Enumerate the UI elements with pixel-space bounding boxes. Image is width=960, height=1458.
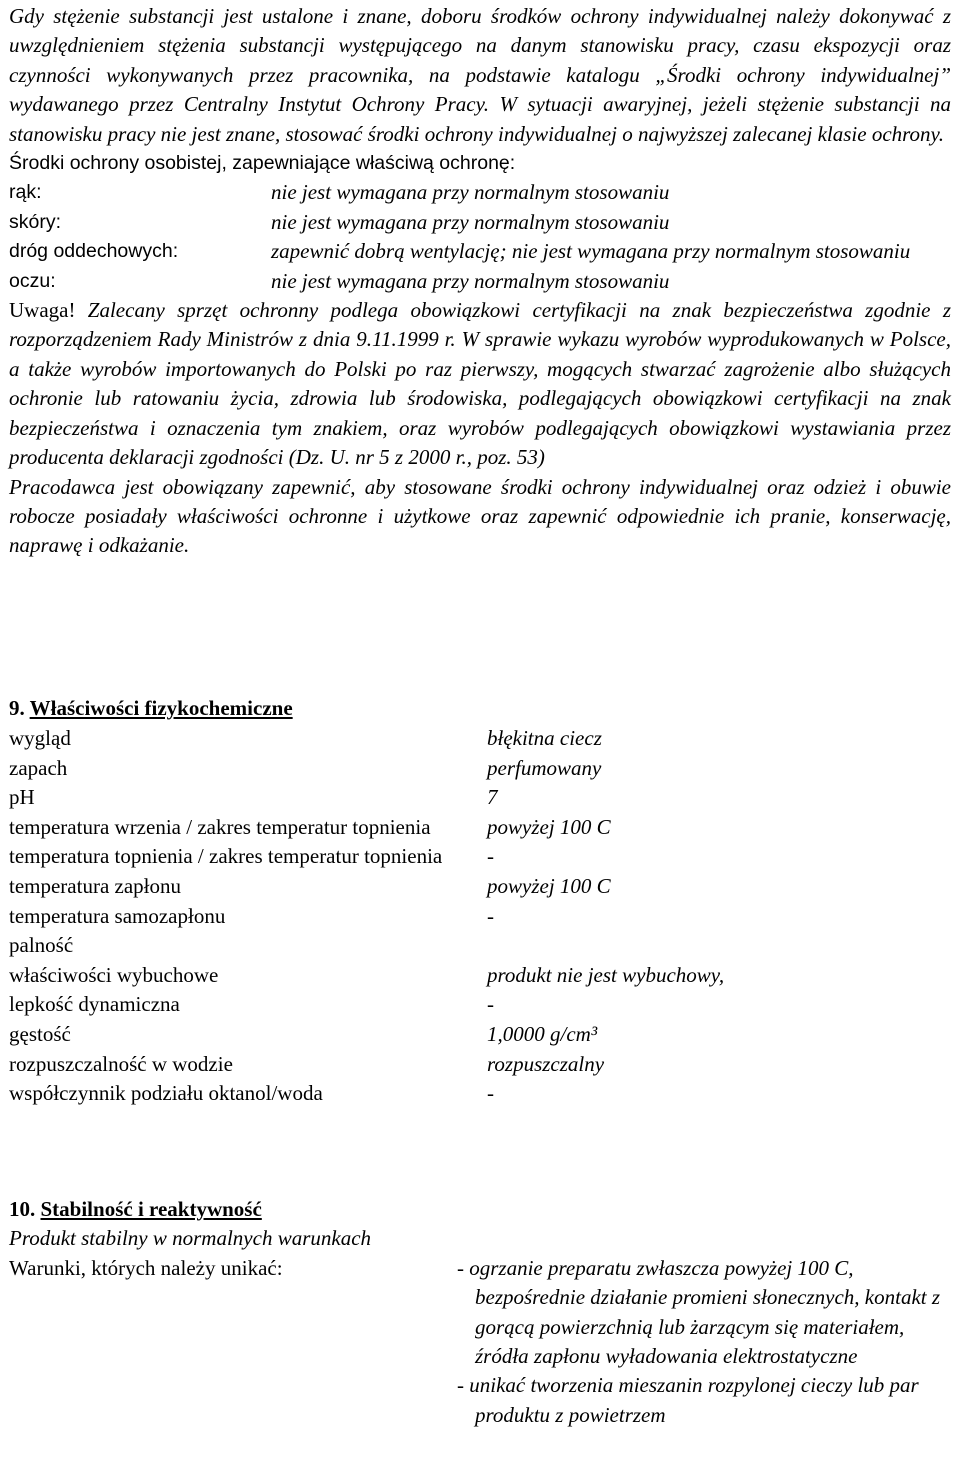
- employer-paragraph: Pracodawca jest obowiązany zapewnić, aby stosowane środki ochrony indywidualnej oraz odzież i obuwie robocze posiadały właściwości ochronne i użytkowe oraz zapewnić odpowiednie ich pranie, konserwację, naprawę i odkażanie.: [9, 474, 951, 558]
- uwaga-paragraph: [9, 296, 951, 472]
- table-row: temperatura wrzenia / zakres temperatur topnienia powyżej 100 C: [9, 814, 611, 839]
- section9-header: [9, 694, 951, 723]
- ppe-value: zapewnić dobrą wentylację; nie jest wymagana przy normalnym stosowaniu: [271, 239, 911, 264]
- ppe-value: nie jest wymagana przy normalnym stosowaniu: [271, 268, 670, 293]
- ppe-row-hands: [9, 178, 951, 207]
- section10-title: 10. Stabilność i reaktywność: [9, 1197, 262, 1221]
- section9-title: 9. Właściwości fizykochemiczne: [9, 696, 293, 720]
- stability-statement: Produkt stabilny w normalnych warunkach: [9, 1226, 372, 1251]
- section8-tail: [9, 2, 951, 561]
- properties-table: [9, 724, 951, 1109]
- table-row: gęstość 1,0000 g/cm³: [9, 1021, 598, 1046]
- table-row: współczynnik podziału oktanol/woda -: [9, 1081, 494, 1106]
- list-item: - ogrzanie preparatu zwłaszcza powyżej 100 C, bezpośrednie działanie promieni słonecznych, kontakt z gorącą powierzchnią lub żarzącym się materiałem, źródła zapłonu wyładowania elektrostatyczne: [457, 1255, 941, 1369]
- uwaga-label: Uwaga!: [9, 298, 76, 323]
- ppe-heading: Środki ochrony osobistej, zapewniające właściwą ochronę:: [9, 152, 516, 175]
- table-row: rozpuszczalność w wodzie rozpuszczalny: [9, 1051, 605, 1076]
- ppe-label: oczu:: [9, 269, 56, 292]
- ppe-row-respiratory: [9, 237, 951, 266]
- conditions-to-avoid: [9, 1254, 951, 1430]
- table-row: zapach perfumowany: [9, 755, 602, 780]
- ppe-list: [9, 178, 951, 296]
- conditions-list: [457, 1254, 951, 1430]
- table-row: temperatura zapłonu powyżej 100 C: [9, 873, 611, 898]
- table-row: właściwości wybuchowe produkt nie jest wybuchowy,: [9, 962, 725, 987]
- table-row: wygląd błękitna ciecz: [9, 726, 602, 750]
- section10: [9, 1195, 951, 1430]
- table-row: temperatura samozapłonu -: [9, 903, 494, 928]
- ppe-label: dróg oddechowych:: [9, 240, 179, 263]
- ppe-label: skóry:: [9, 210, 62, 233]
- ppe-row-eyes: [9, 267, 951, 296]
- table-row: palność: [9, 933, 74, 958]
- uwaga-text-2: W sprawie wykazu wyrobów wyprodukowanych w Polsce, a także wyrobów importowanych do Polski po raz pierwszy, mogących stwarzać zagrożenie albo służących ochronie lub ratowaniu życia, zdrowia lub środowiska, podlegających obowiązkowi certyfikacji na znak bezpieczeństwa i oznaczenia tym znakiem, oraz wyrobów podlegających obowiązkowi wystawiania przez producenta deklaracji zgodności (Dz. U. nr 5 z 2000 r., poz. 53): [9, 327, 951, 470]
- ppe-row-skin: [9, 208, 951, 237]
- ppe-value: nie jest wymagana przy normalnym stosowaniu: [271, 180, 670, 205]
- ppe-label: rąk:: [9, 181, 42, 204]
- list-item: - unikać tworzenia mieszanin rozpylonej cieczy lub par produktu z powietrzem: [457, 1373, 919, 1427]
- table-row: pH 7: [9, 785, 498, 810]
- table-row: temperatura topnienia / zakres temperatur topnienia -: [9, 844, 494, 869]
- table-row: lepkość dynamiczna -: [9, 992, 494, 1017]
- uwaga-text: Zalecany sprzęt ochronny podlega obowiązkowi certyfikacji na znak bezpieczeństwa zgodnie z rozporządzeniem Rady Ministrów z dnia 9.11.1999 r.: [9, 298, 951, 352]
- ppe-selection-paragraph: Gdy stężenie substancji jest ustalone i znane, doboru środków ochrony indywidualnej należy dokonywać z uwzględnieniem stężenia substancji występującego na danym stanowisku pracy, czasu ekspozycji oraz czynności wykonywanych przez pracownika, na podstawie katalogu „Środki ochrony indywidualnej” wydawanego przez Centralny Instytut Ochrony Pracy. W sytuacji awaryjnej, jeżeli stężenie substancji na stanowisku pracy nie jest znane, stosować środki ochrony indywidualnej o najwyższej zalecanej klasie ochrony.: [9, 4, 951, 146]
- conditions-label: Warunki, których należy unikać:: [9, 1255, 283, 1280]
- ppe-value: nie jest wymagana przy normalnym stosowaniu: [271, 209, 670, 234]
